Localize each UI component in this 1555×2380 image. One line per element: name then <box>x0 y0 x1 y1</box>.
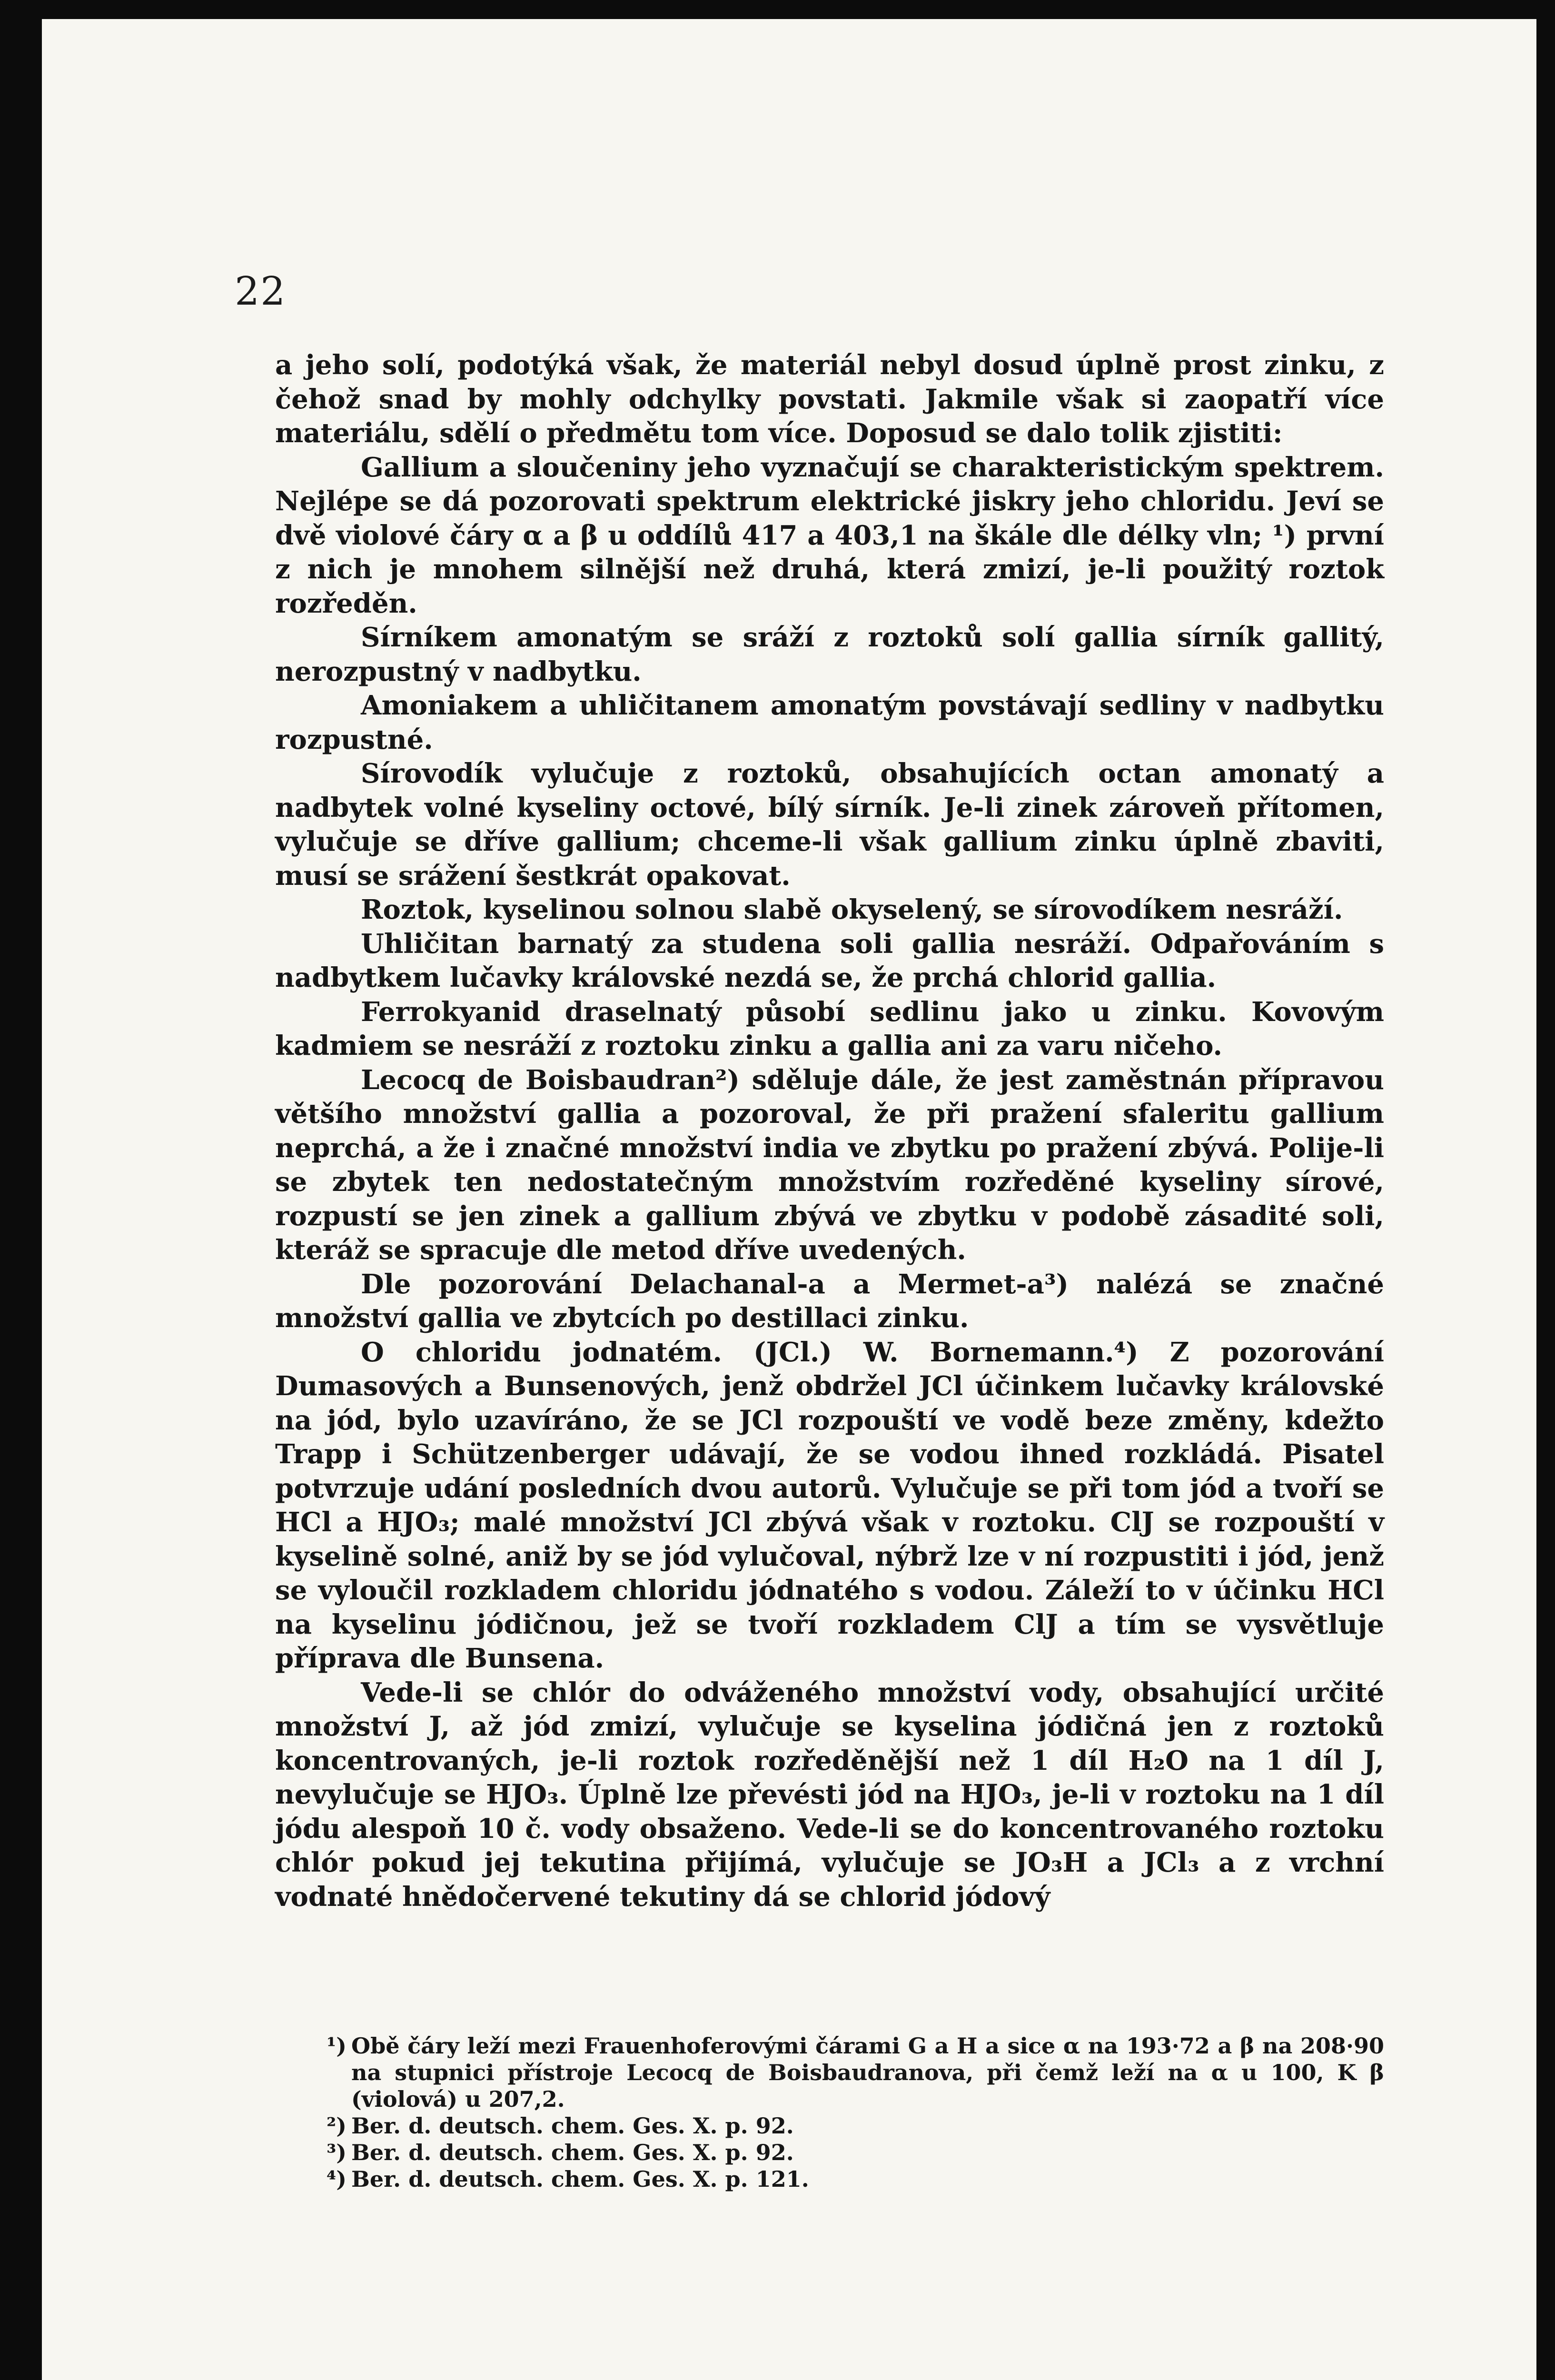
footnote-text: Ber. d. deutsch. chem. Ges. X. p. 92. <box>351 2140 794 2165</box>
paragraph: Uhličitan barnatý za studena soli gallia nesráží. Odpařováním s nadbytkem lučavky královské nezdá se, že prchá chlorid gallia. <box>275 928 1384 993</box>
footnote <box>318 2112 1384 2139</box>
footnote <box>318 2166 1384 2192</box>
section-paragraph-chlorid-jodnaty: O chloridu jodnatém. (JCl.) W. Bornemann.⁴) Z pozorování Dumasových a Bunsenových, jenž obdržel JCl účinkem lučavky královské na jód, bylo uzavíráno, že se JCl rozpouští ve vodě beze změny, kdežto Trapp i Schützenberger udávají, že se vodou ihned rozkládá. Pisatel potvrzuje udání posledních dvou autorů. Vylučuje se při tom jód a tvoří se HCl a HJO₃; malé množství JCl zbývá však v roztoku. ClJ se rozpouští v kyselině solné, aniž by se jód vylučoval, nýbrž lze v ní rozpustiti i jód, jenž se vyloučil rozkladem chloridu jódnatého s vodou. Záleží to v účinku HCl na kyselinu jódičnou, jež se tvoří rozkladem ClJ a tím se vysvětluje příprava dle Bunsena. <box>275 1336 1384 1674</box>
footnote-text: Obě čáry leží mezi Frauenhoferovými čárami G a H a sice α na 193·72 a β na 208·90 na stupnici přístroje Lecocq de Boisbaudranova, při čemž leží na α u 100, K β (violová) u 207,2. <box>351 2033 1384 2112</box>
page-number: 22 <box>235 269 287 314</box>
paragraph: a jeho solí, podotýká však, že materiál nebyl dosud úplně prost zinku, z čehož snad by mohly odchylky povstati. Jakmile však si zaopatří více materiálu, sdělí o předmětu tom více. Doposud se dalo tolik zjistiti: <box>275 349 1384 449</box>
footnote <box>318 2139 1384 2166</box>
document-page <box>42 19 1536 2380</box>
footnote-mark: ²) <box>327 2113 347 2139</box>
footnote-mark: ³) <box>327 2140 347 2165</box>
footnote-text: Ber. d. deutsch. chem. Ges. X. p. 121. <box>351 2166 809 2192</box>
paragraph: Dle pozorování Delachanal-a a Mermet-a³) nalézá se značné množství gallia ve zbytcích po destillaci zinku. <box>275 1268 1384 1334</box>
paragraph: Vede-li se chlór do odváženého množství vody, obsahující určité množství J, až jód zmizí, vylučuje se kyselina jódičná jen z roztoků koncentrovaných, je-li roztok rozředěnější než 1 díl H₂O na 1 díl J, nevylučuje se HJO₃. Úplně lze převésti jód na HJO₃, je-li v roztoku na 1 díl jódu alespoň 10 č. vody obsaženo. Vede-li se do koncentrovaného roztoku chlór pokud jej tekutina přijímá, vylučuje se JO₃H a JCl₃ a z vrchní vodnaté hnědočervené tekutiny dá se chlorid jódový <box>275 1676 1384 1913</box>
paragraph: Lecocq de Boisbaudran²) sděluje dále, že jest zaměstnán přípravou většího množství gallia a pozoroval, že při pražení sfaleritu gallium neprchá, a že i značné množství india ve zbytku po pražení zbývá. Polije-li se zbytek ten nedostatečným množstvím rozředěné kyseliny sírové, rozpustí se jen zinek a gallium zbývá ve zbytku v podobě zásadité soli, kteráž se spracuje dle metod dříve uvedených. <box>275 1064 1384 1266</box>
paragraph: Sírníkem amonatým se sráží z roztoků solí gallia sírník gallitý, nerozpustný v nadbytku. <box>275 622 1384 687</box>
footnote-mark: ⁴) <box>327 2166 347 2192</box>
footnote <box>318 2033 1384 2112</box>
paragraph: Sírovodík vylučuje z roztoků, obsahujících octan amonatý a nadbytek volné kyseliny octové, bílý sírník. Je-li zinek zároveň přítomen, vylučuje se dříve gallium; chceme-li však gallium zinku úplně zbaviti, musí se srážení šestkrát opakovat. <box>275 758 1384 892</box>
footnote-mark: ¹) <box>327 2033 347 2059</box>
paragraph: Ferrokyanid draselnatý působí sedlinu jako u zinku. Kovovým kadmiem se nesráží z roztoku zinku a gallia ani za varu ničeho. <box>275 996 1384 1061</box>
footnotes <box>318 2033 1384 2192</box>
paragraph: Amoniakem a uhličitanem amonatým povstávají sedliny v nadbytku rozpustné. <box>275 690 1384 755</box>
paragraph: Roztok, kyselinou solnou slabě okyselený, se sírovodíkem nesráží. <box>361 894 1343 925</box>
body-text <box>275 348 1384 1914</box>
footnote-text: Ber. d. deutsch. chem. Ges. X. p. 92. <box>351 2113 794 2139</box>
paragraph: Gallium a sloučeniny jeho vyznačují se charakteristickým spektrem. Nejlépe se dá pozorovati spektrum elektrické jiskry jeho chloridu. Jeví se dvě violové čáry α a β u oddílů 417 a 403,1 na škále dle délky vln; ¹) první z nich je mnohem silnější než druhá, která zmizí, je-li použitý roztok rozředěn. <box>275 451 1384 619</box>
